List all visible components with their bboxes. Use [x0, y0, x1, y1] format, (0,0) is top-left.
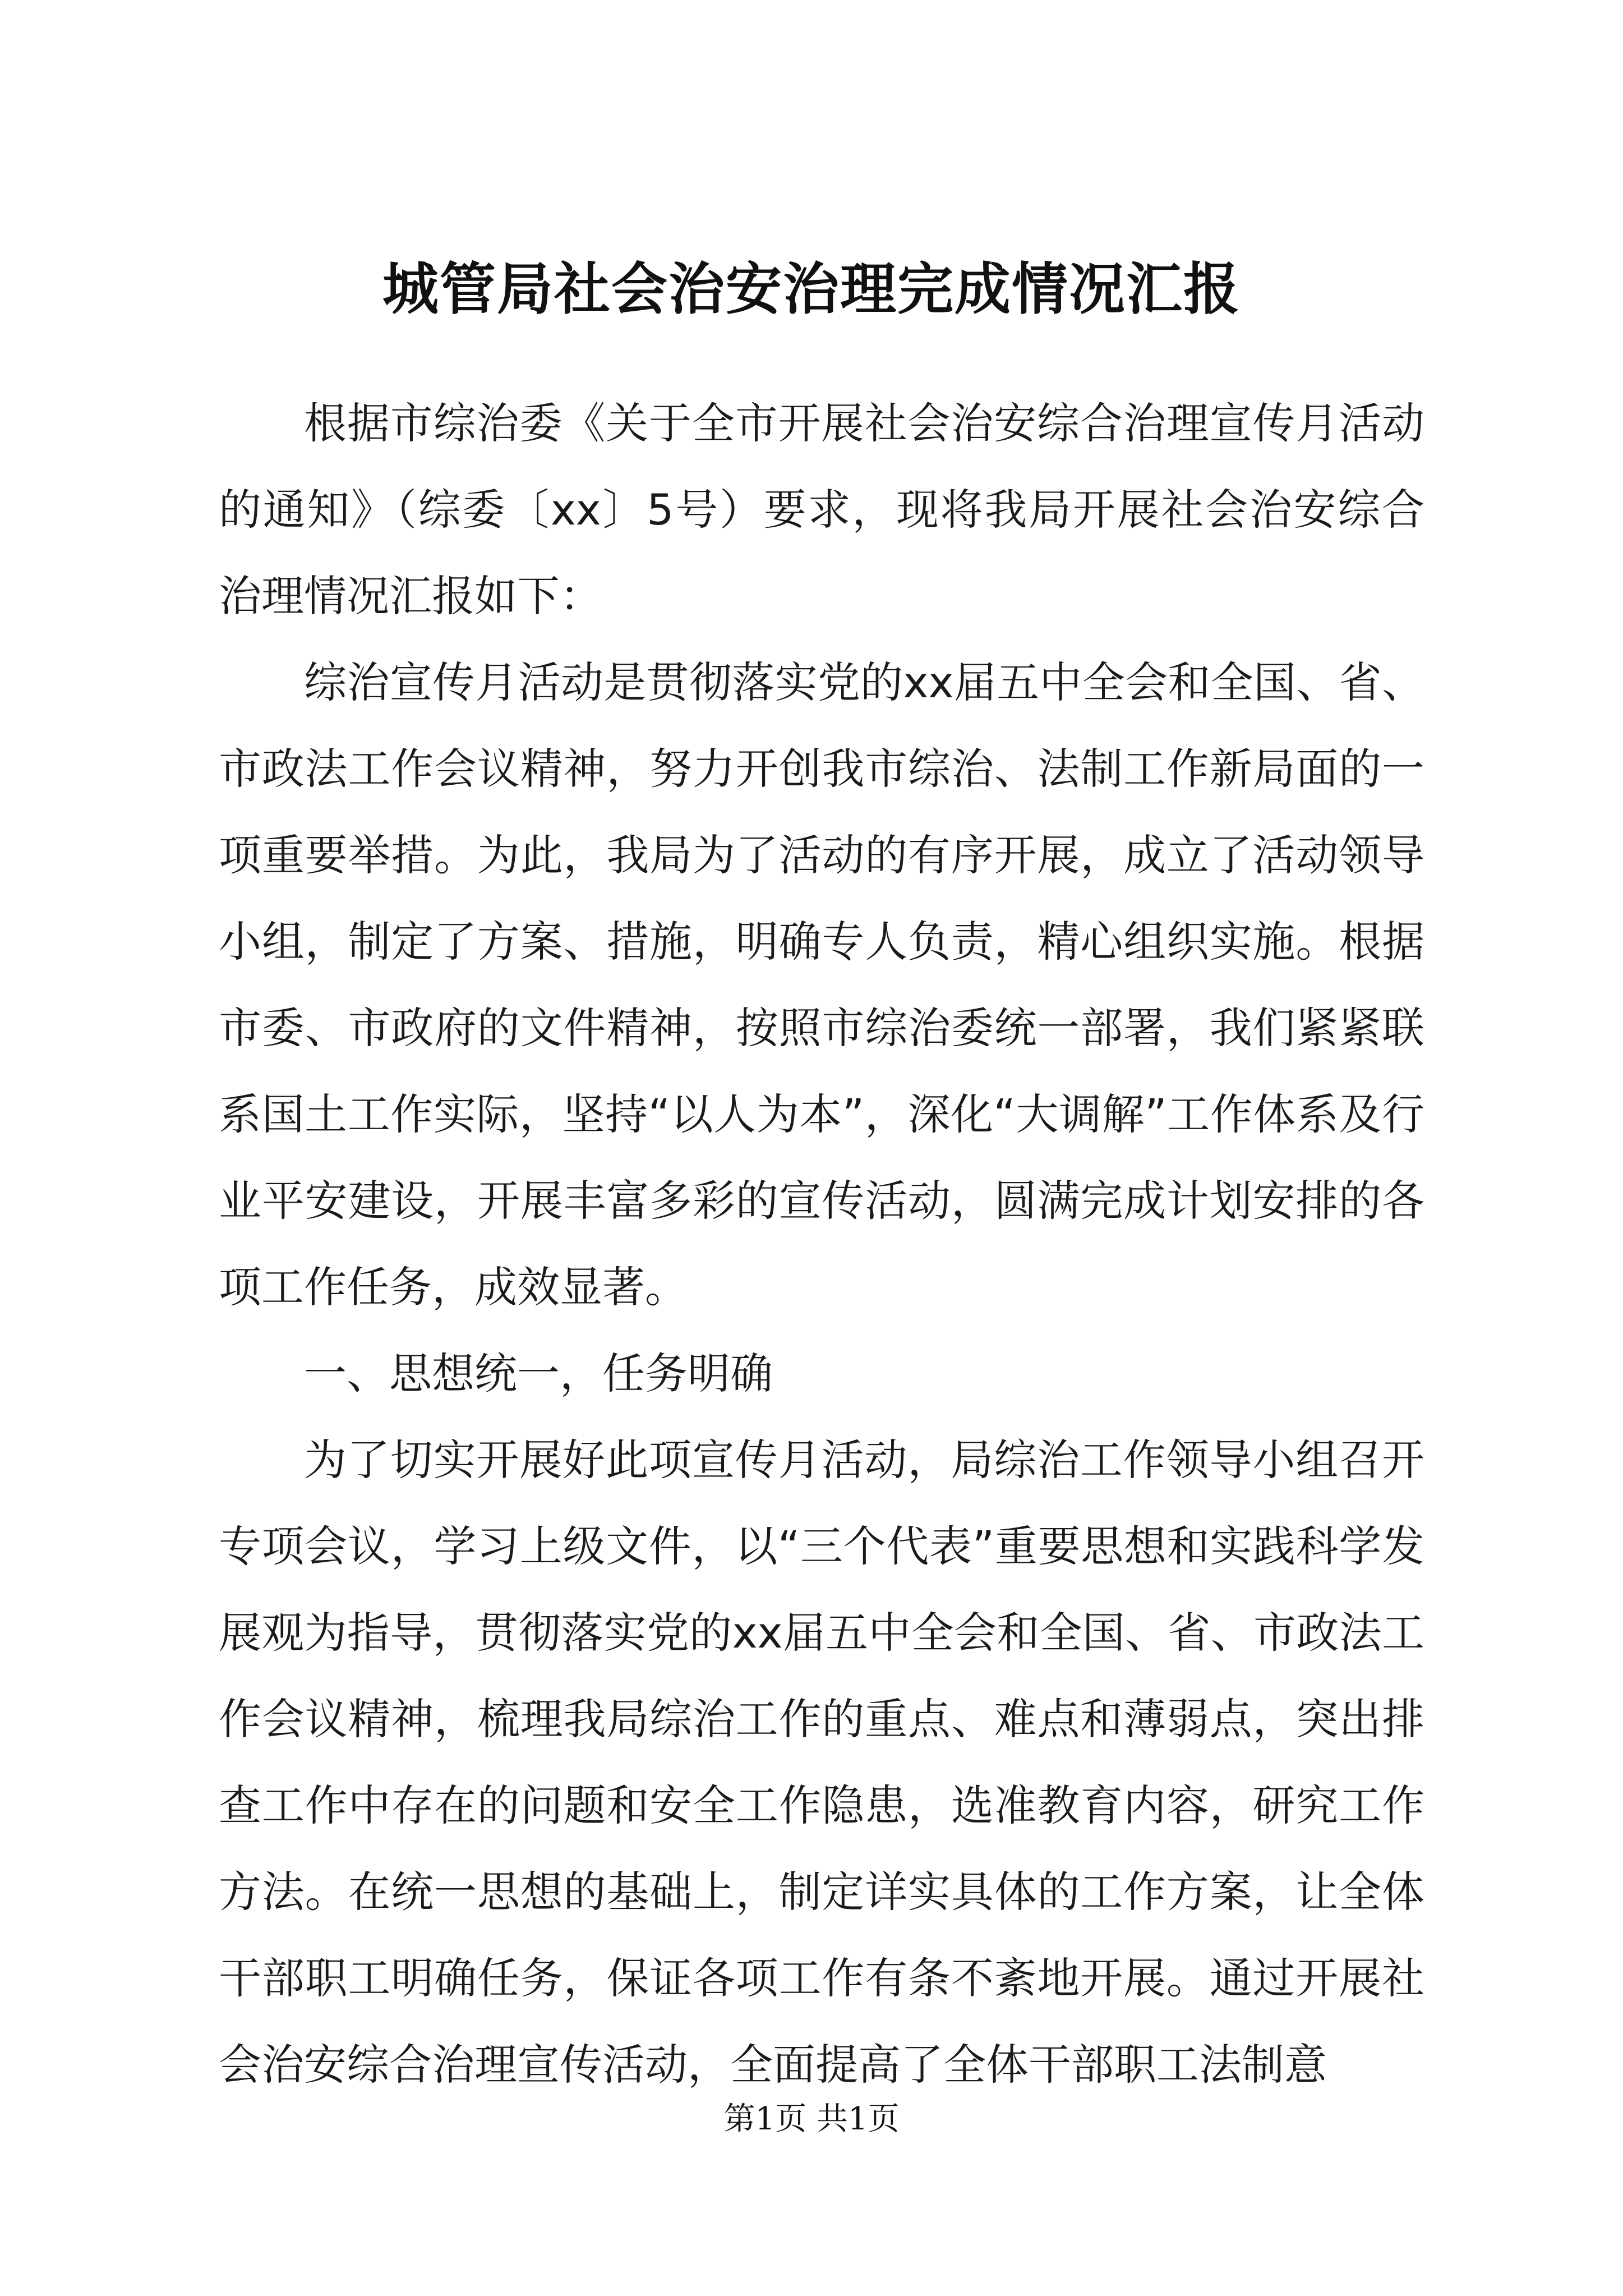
document-title: 城管局社会治安治理完成情况汇报 [382, 256, 1241, 322]
paragraph-intro: 根据市综治委《关于全市开展社会治安综合治理宣传月活动的通知》（综委〔xx〕5号）要求，现将我局开展社会治安综合治理情况汇报如下： [219, 398, 1424, 621]
document-body [219, 380, 1424, 2108]
page-footer: 第1页 共1页 [723, 2101, 900, 2137]
section-heading: 一、思想统一，任务明确 [304, 1349, 773, 1398]
paragraph-background: 综治宣传月活动是贯彻落实党的xx届五中全会和全国、省、市政法工作会议精神，努力开创我市综治、法制工作新局面的一项重要举措。为此，我局为了活动的有序开展，成立了活动领导小组，制定了方案、措施，明确专人负责，精心组织实施。根据市委、市政府的文件精神，按照市综治委统一部署，我们紧紧联系国土工作实际，坚持“以人为本”，深化“大调解”工作体系及行业平安建设，开展丰富多彩的宣传活动，圆满完成计划安排的各项工作任务，成效显著。 [219, 657, 1424, 1312]
paragraph-section-one: 为了切实开展好此项宣传月活动，局综治工作领导小组召开专项会议，学习上级文件，以“三个代表”重要思想和实践科学发展观为指导，贯彻落实党的xx届五中全会和全国、省、市政法工作会议精神，梳理我局综治工作的重点、难点和薄弱点，突出排查工作中存在的问题和安全工作隐患，选准教育内容，研究工作方法。在统一思想的基础上，制定详实具体的工作方案，让全体干部职工明确任务，保证各项工作有条不紊地开展。通过开展社会治安综合治理宣传活动，全面提高了全体干部职工法制意 [219, 1435, 1424, 2090]
